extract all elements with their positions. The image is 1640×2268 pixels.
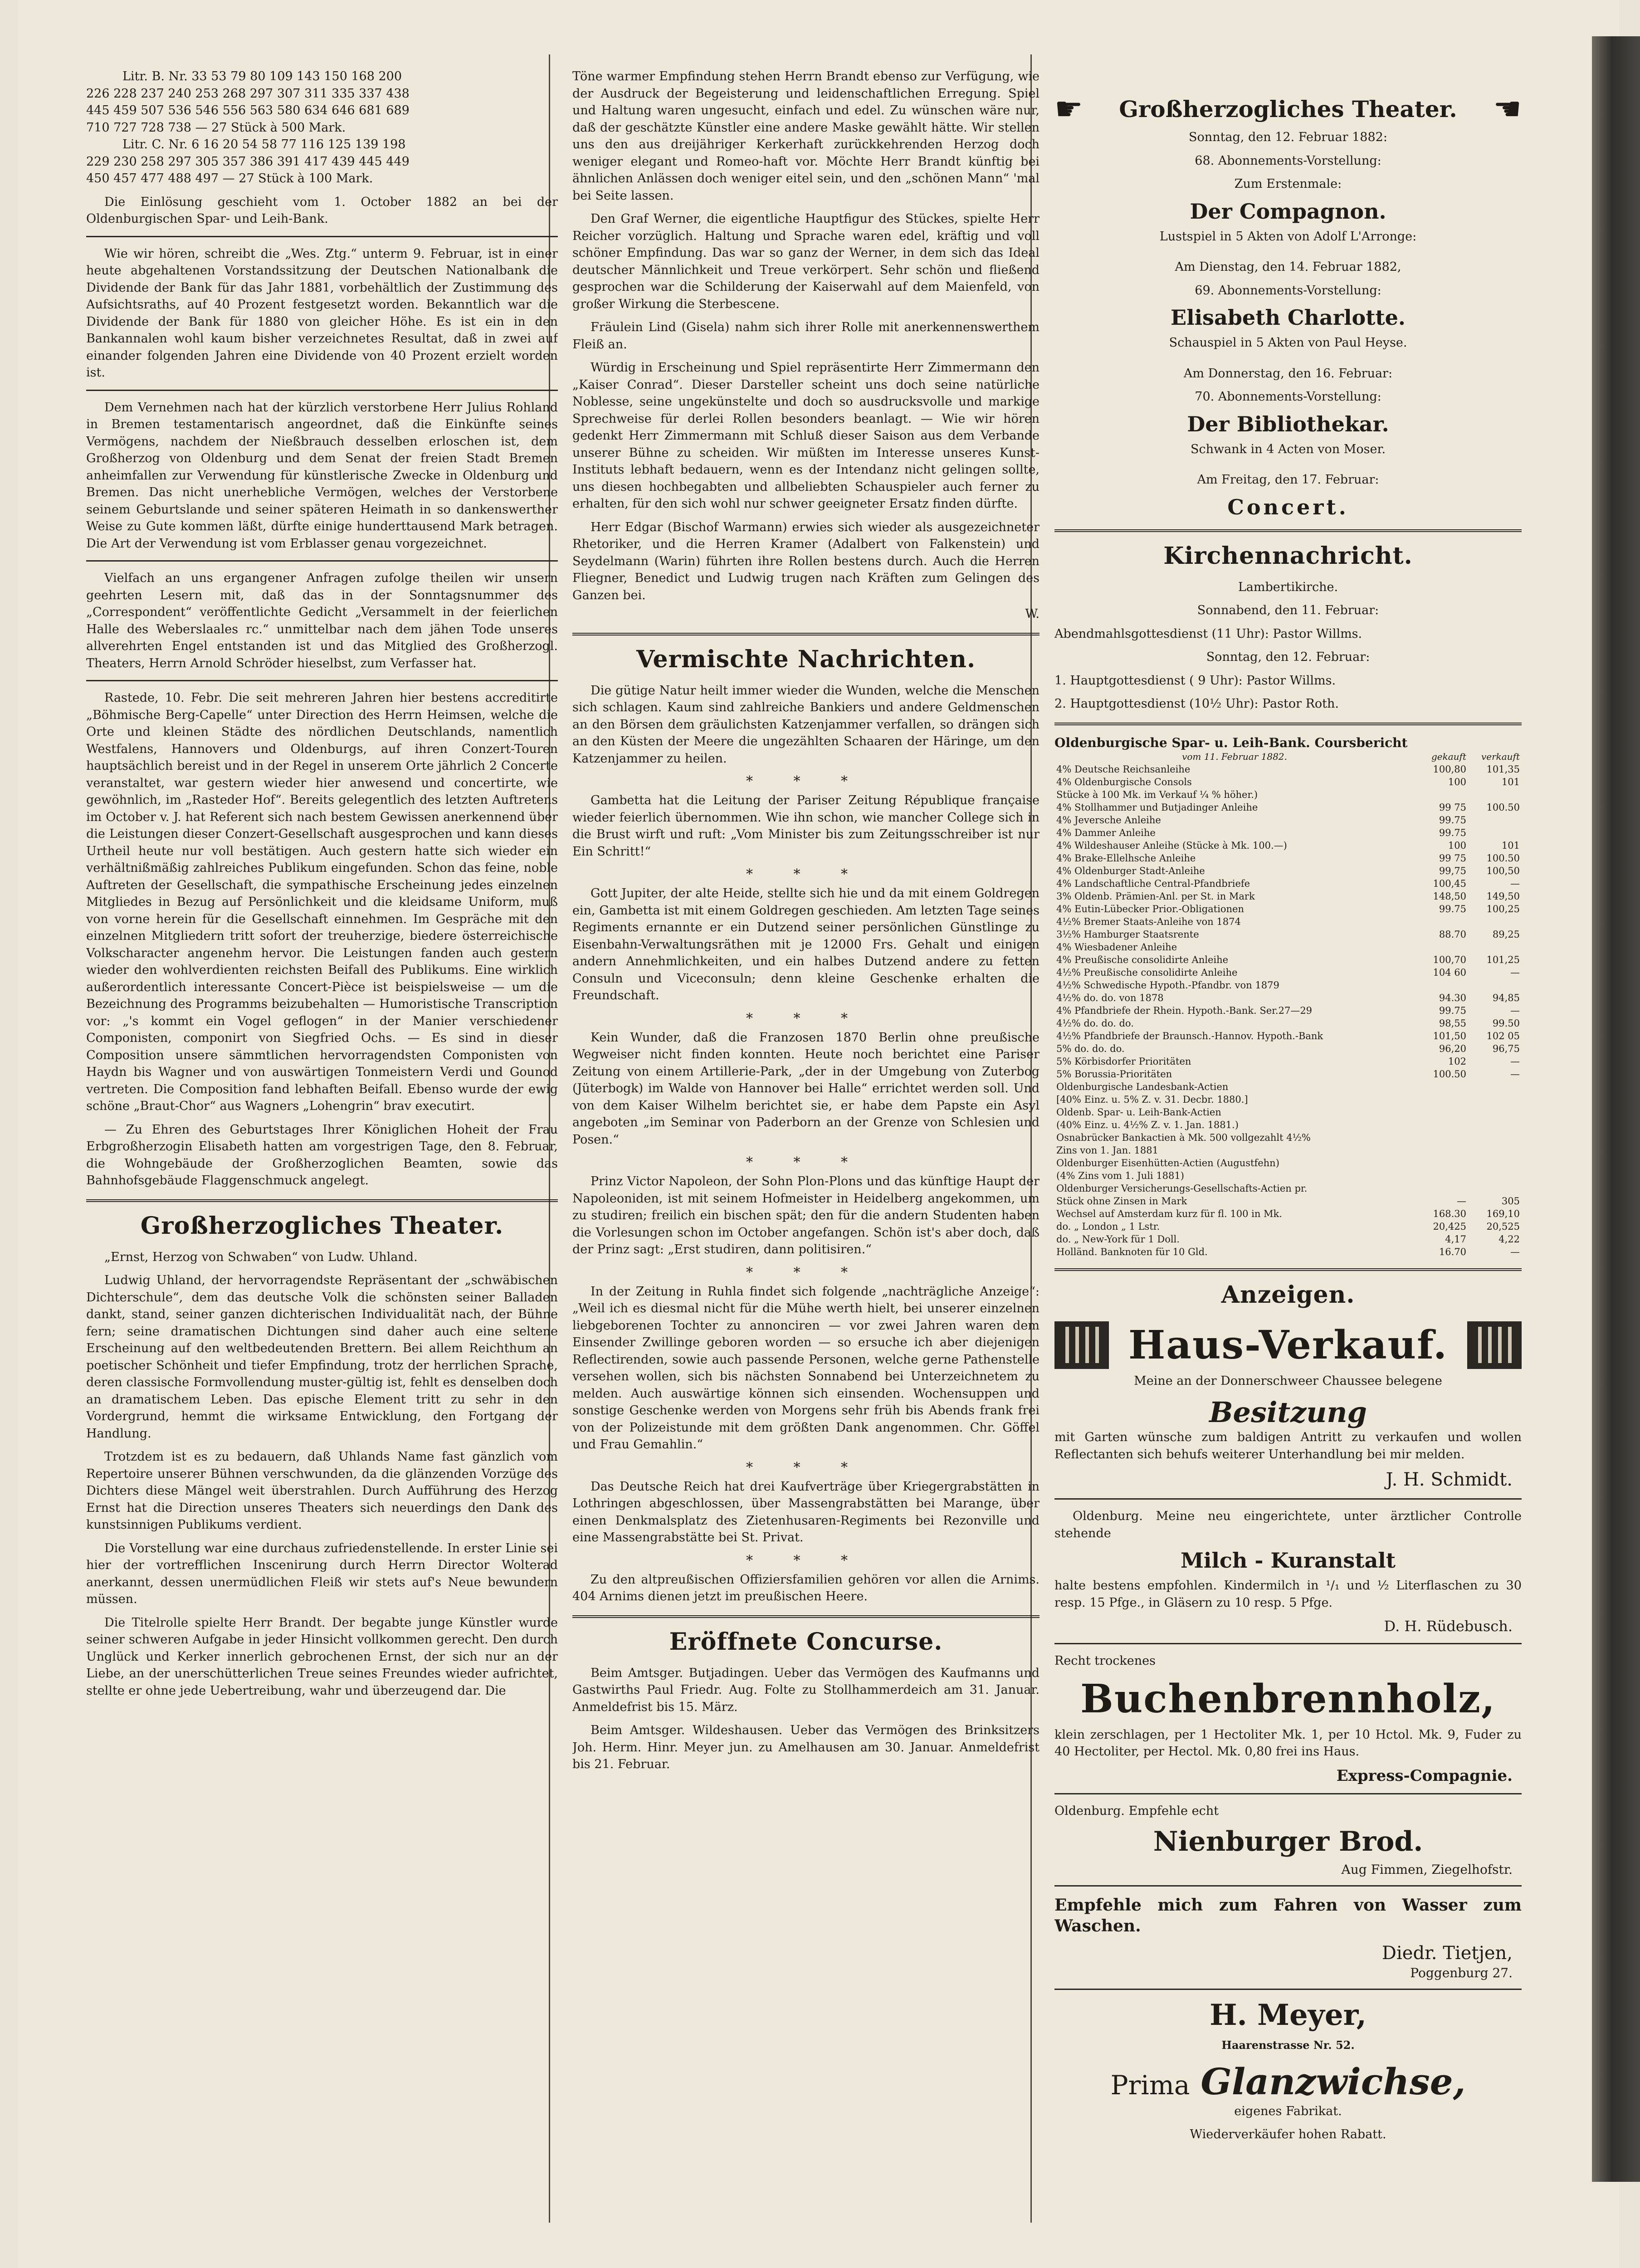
- ad-text: mit Garten wünsche zum baldigen Antritt zu verkaufen und wollen Reflectanten sich behufs weiterer Unterhandlung bei mir melden.: [1054, 1430, 1522, 1461]
- table-row: [1054, 865, 1522, 877]
- table-cell-label: 4% Eutin-Lübecker Prior.-Obligationen: [1056, 903, 1244, 914]
- table-row: [1054, 788, 1522, 801]
- table-row: [1054, 852, 1522, 865]
- table-cell-bought: [1415, 1119, 1468, 1131]
- table-cell-sold: [1468, 979, 1522, 992]
- ad-polish-line: [1054, 2060, 1522, 2103]
- table-row: [1054, 1195, 1522, 1207]
- table-row: [1054, 915, 1522, 928]
- pointing-hand-left-icon: ☚: [1493, 90, 1522, 127]
- ad-house-sale-header: [1054, 1318, 1522, 1373]
- divider: [1054, 1793, 1522, 1794]
- table-cell-bought: 94.30: [1439, 992, 1466, 1003]
- table-cell-sold: 89,25: [1492, 929, 1520, 940]
- misc-news: Zu den altpreußischen Offiziersfamilien gehören vor allen die Arnims. 404 Arnims dienen jetzt im preußischen Heere.: [572, 1572, 1040, 1603]
- table-cell-bought: 88.70: [1439, 929, 1466, 940]
- table-cell-label: 4% Oldenburger Stadt-Anleihe: [1056, 865, 1205, 876]
- table-cell-label: 4½% Bremer Staats-Anleihe von 1874: [1056, 916, 1241, 927]
- table-cell-sold: 169,10: [1486, 1208, 1520, 1219]
- separator-stars: * * *: [746, 1459, 866, 1476]
- table-cell-sold: 100.50: [1486, 852, 1520, 864]
- misc-news: Gott Jupiter, der alte Heide, stellte sich hie und da mit einem Goldregen ein, Gambetta ist mit einem Goldregen geschieden. Am letzten Tage seines Regiments ernannte er ein Dutzend seiner persönlichen Günstlinge zu Eisenbahn-Verwaltungsräthen mit je 12000 Frs. Gehalt und einigen andern Annehmlichkeiten, und ein halbes Dutzend andere zu fetten Consuln und Viceconsuln; denn kleine Geschenke erhalten die Freundschaft.: [572, 886, 1040, 1002]
- lottery-line: 445 459 507 536 546 556 563 580 634 646 681 689: [86, 103, 410, 117]
- table-row: [1054, 1030, 1522, 1042]
- table-cell-bought: 20,425: [1433, 1221, 1466, 1232]
- table-cell-label: 4½% do. do. do.: [1056, 1017, 1134, 1029]
- table-cell-sold: [1468, 1182, 1522, 1195]
- table-row: [1054, 1233, 1522, 1246]
- table-cell-sold: —: [1510, 967, 1520, 978]
- misc-news: In der Zeitung in Ruhla findet sich folgende „nachträgliche Anzeige“: „Weil ich es diesmal nicht für die Mühe werth hielt, bei unserer einzelnen liebgeborenen Tochter zu annonciren — vor zwei Jahren waren dem Einsender Zwillinge geboren worden — so ersuche ich aber diejenigen Reflectirenden, sowie auch passende Personen, welche gerne Pathenstelle versehen wollen, sich bis nächsten Sonnabend bei Unterzeichnetem zu melden. Auch auswärtige können sich einsenden. Wochensuppen und sonstige Geschenke werden von Morgens sehr früh bis Abends frank frei von der Polizeistunde mit dem größten Dank angenommen. Chr. Göffel und Frau Gemahlin.“: [572, 1284, 1040, 1452]
- table-cell-bought: 148,50: [1433, 890, 1466, 902]
- ad-milk-title: Milch - Kuranstalt: [1180, 1548, 1396, 1573]
- table-cell-label: Zins von 1. Jan. 1881: [1056, 1144, 1158, 1156]
- theater-review-heading: Großherzogliches Theater.: [140, 1212, 504, 1240]
- table-cell-sold: 100,25: [1486, 903, 1520, 914]
- table-cell-label: Stück ohne Zinsen in Mark: [1056, 1195, 1187, 1207]
- theater-review-para: Ludwig Uhland, der hervorragendste Repräsentant der „schwäbischen Dichterschule“, dem das deutsche Volk die schönsten seiner Balladen dankt, stand, seiner ganzen dichterischen Individualität nach, der Bühne fern; seine dramatischen Dichtungen sind daher auch eine seltene Erscheinung auf den weltbedeutenden Brettern. Bei allem Reichthum an poetischer Schönheit und tiefer Empfindung, trotz der herrlichen Sprache, deren classische Formvollendung muster-gültig ist, fehlt es denselben doch an dramatischem Leben. Das epische Element tritt zu sehr in den Vordergrund, hemmt die wirksame Entwicklung, den Fortgang der Handlung.: [86, 1273, 558, 1441]
- table-cell-label: 4% Wiesbadener Anleihe: [1056, 941, 1177, 953]
- table-cell-bought: —: [1457, 1195, 1466, 1207]
- table-cell-bought: 100,45: [1433, 878, 1466, 889]
- table-row: [1054, 979, 1522, 992]
- table-cell-bought: 100: [1448, 840, 1466, 851]
- table-cell-label: Holländ. Banknoten für 10 Gld.: [1056, 1246, 1208, 1257]
- table-cell-sold: 101,35: [1486, 763, 1520, 775]
- column-3: [1054, 68, 1522, 2227]
- table-cell-bought: [1415, 1106, 1468, 1119]
- table-row: [1054, 1144, 1522, 1157]
- kirche-heading: Kirchennachricht.: [1163, 542, 1413, 570]
- table-row: [1054, 1182, 1522, 1195]
- article-gedicht: Vielfach an uns ergangener Anfragen zufolge theilen wir unsern geehrten Lesern mit, daß das in der Sonntagsnummer des „Correspondent“ veröffentlichte Gedicht „Versammelt in der feierlichen Halle des Weberslaales rc.“ unmittelbar nach dem jähen Tode unseres allverehrten Engel entstanden ist und das Mitglied des Großherzogl. Theaters, Herrn Arnold Schröder hieselbst, zum Verfasser hat.: [86, 571, 558, 670]
- kirche-line: 1. Hauptgottesdienst ( 9 Uhr): Pastor Willms.: [1054, 673, 1336, 688]
- ad-address: Poggenburg 27.: [1410, 1965, 1513, 1980]
- divider: [1054, 1885, 1522, 1887]
- table-cell-label: 4% Jeversche Anleihe: [1056, 814, 1161, 826]
- table-cell-sold: [1468, 1144, 1522, 1157]
- table-cell-label: Stücke à 100 Mk. im Verkauf ¼ % höher.): [1056, 789, 1258, 800]
- table-cell-label: 4% Dammer Anleihe: [1056, 827, 1156, 838]
- table-row: [1054, 1055, 1522, 1068]
- table-cell-label: 4% Brake-Ellelhsche Anleihe: [1056, 852, 1196, 864]
- table-row: [1054, 877, 1522, 890]
- table-cell-label: 5% do. do. do.: [1056, 1043, 1125, 1054]
- lottery-line: 229 230 258 297 305 357 386 391 417 439 445 449: [86, 154, 410, 169]
- table-cell-sold: [1468, 1157, 1522, 1169]
- article-bank-dividend: Wie wir hören, schreibt die „Wes. Ztg.“ unterm 9. Februar, ist in einer heute abgehaltenen Vorstandssitzung der Deutschen Nationalbank die Dividende der Bank für das Jahr 1881, vorbehältlich der Zustimmung des Aufsichtsraths, auf 40 Prozent festgesetzt worden. Bekanntlich war die Dividende der Bank für 1880 von gleicher Höhe. Es ist ein in den Bankannalen wohl kaum bisher verzeichnetes Resultat, daß in zwei auf einander folgenden Jahren eine Dividende von 40 Prozent erzielt worden ist.: [86, 246, 558, 380]
- table-cell-label: 4% Deutsche Reichsanleihe: [1056, 763, 1191, 775]
- theater-line: Lustspiel in 5 Akten von Adolf L'Arronge:: [1159, 229, 1417, 244]
- lottery-line: Litr. C. Nr. 6 16 20 54 58 77 116 125 139 198: [122, 137, 406, 152]
- table-cell-label: 4% Stollhammer und Butjadinger Anleihe: [1056, 802, 1258, 813]
- table-cell-sold: 149,50: [1486, 890, 1520, 902]
- table-cell-bought: [1415, 1131, 1468, 1144]
- table-cell-label: Oldenburger Versicherungs-Gesellschafts-Actien pr.: [1056, 1183, 1308, 1194]
- table-row: [1054, 1119, 1522, 1131]
- table-cell-sold: [1468, 1106, 1522, 1119]
- divider: [572, 1615, 1040, 1618]
- misc-news: Kein Wunder, daß die Franzosen 1870 Berlin ohne preußische Wegweiser nicht finden konnten. Heute noch berichtet eine Pariser Zeitung von einem Artillerie-Park, „der in der Umgebung von Zuterbog (Jüterbogk) im Walde von Hannover bei Halle“ errichtet werden soll. Und von dem Kaiser Wilhelm berichtet sie, er habe dem Papste ein Asyl angeboten „im Seminar von Paderborn an der Grenze von Schlesien und Posen.“: [572, 1030, 1040, 1147]
- misc-news: Das Deutsche Reich hat drei Kaufverträge über Kriegergrabstätten in Lothringen abgeschlossen, über Massengrabstätten bei Marange, über einen Denkmalsplatz des Zietenhusaren-Regiments bei Rezonville und eine Massengrabstätte bei St. Privat.: [572, 1479, 1040, 1545]
- pointing-hand-right-icon: ☛: [1054, 90, 1083, 127]
- divider: [1054, 1643, 1522, 1644]
- table-row: [1054, 1068, 1522, 1080]
- theater-line: 69. Abonnements-Vorstellung:: [1195, 283, 1381, 298]
- table-cell-bought: [1415, 1080, 1468, 1093]
- column-header-sold: verkauft: [1481, 751, 1520, 762]
- table-row: [1054, 1093, 1522, 1106]
- review-continued: Töne warmer Empfindung stehen Herrn Brandt ebenso zur Verfügung, wie der Ausdruck der Begeisterung und leidenschaftlichen Erregung. Spiel und Haltung waren ungesucht, einfach und edel. Zu wünschen wäre nur, daß der geschätzte Künstler eine andere Maske gewählt hätte. Wir stellen uns den aus dreijähriger Kerkerhaft zurückkehrenden Herzog doch weniger elegant und Romeo-haft vor. Möchte Herr Brandt künftig bei ähnlichen Anlässen doch weniger eitel sein, und den „schönen Mann“ 'mal bei Seite lassen.: [572, 69, 1040, 203]
- table-cell-bought: 99 75: [1439, 852, 1466, 864]
- play-title: Der Bibliothekar.: [1187, 411, 1389, 436]
- table-cell-bought: 99.75: [1439, 814, 1466, 826]
- table-row: [1054, 992, 1522, 1004]
- review-para: Den Graf Werner, die eigentliche Hauptfigur des Stückes, spielte Herr Reicher vorzüglich. Haltung und Sprache waren edel, kräftig und voll schöner Empfindung. Das war so ganz der Werner, in dem sich das Ideal deutscher Männlichkeit und Treue verkörpert. Sehr schön und fließend gesprochen war die Schilderung der Kaiserwahl auf dem Maienfeld, von großer Wirkung die Sterbescene.: [572, 212, 1040, 311]
- divider: [86, 680, 558, 681]
- theater-line: Sonntag, den 12. Februar 1882:: [1189, 130, 1387, 144]
- table-cell-sold: —: [1510, 1056, 1520, 1067]
- table-cell-sold: [1468, 1080, 1522, 1093]
- theater-line: Am Dienstag, den 14. Februar 1882,: [1175, 260, 1401, 274]
- table-cell-bought: 98,55: [1439, 1017, 1466, 1029]
- article-rastede: Rastede, 10. Febr. Die seit mehreren Jahren hier bestens accreditirte „Böhmische Berg-Capelle“ unter Direction des Herrn Heimsen, welche die Orte und kleinen Städte des nördlichen Deutschlands, namentlich Westfalens, Hannovers und Oldenburgs, auf ihren Conzert-Touren hauptsächlich bereist und in der Regel in unserem Orte jährlich 2 Concerte veranstaltet, war gestern wieder hier anwesend und concertirte, wie gewöhnlich, im „Rasteder Hof“. Bereits gelegentlich des letzten Auftretens im October v. J. hat Referent sich nach bestem Gewissen anerkennend über die Leistungen dieser Conzert-Gesellschaft ausgesprochen und kann dieses Urtheil heute nur voll bestätigen. Auch gestern hatte sich wieder ein verhältnißmäßig zahlreiches Publikum eingefunden. Schon das feine, noble Auftreten der Gesellschaft, die sympathische Erscheinung jedes einzelnen Mitgliedes in Bezug auf Persönlichkeit und die kleidsame Uniform, muß von vorne herein für die Gesellschaft einnehmen. Im Gespräche mit den einzelnen Mitgliedern tritt sofort der treuherzige, biedere österreichische Volkscharacter angenehm hervor. Die Leistungen fanden auch gestern wieder den wohlverdienten reichsten Beifall des Publikums. Eine wirklich außerordentlich interessante Concert-Pièce ist beispielsweise — um die Bezeichnung des Programms beizubehalten — Humoristische Transcription vor: „'s kommt ein Vogel geflogen“ in der Manier verschiedener Componisten, componirt von Siegfried Ochs. — Es sind in dieser Composition unsere sämmtlichen hervorragendsten Componisten von Haydn bis Wagner und von auswärtigen Tonmeistern Verdi und Gounod vertreten. Die Composition fand lebhaften Beifall. Ebenso wurde der ewig schöne „Braut-Chor“ aus Wagners „Lohengrin“ brav executirt.: [86, 691, 558, 1113]
- table-cell-label: Oldenburger Eisenhütten-Actien (Augustfehn): [1056, 1157, 1279, 1168]
- table-cell-label: 5% Borussia-Prioritäten: [1056, 1068, 1172, 1080]
- table-cell-sold: [1468, 814, 1522, 826]
- table-cell-sold: 100.50: [1486, 802, 1520, 813]
- separator-stars: * * *: [746, 773, 866, 789]
- bank-report-title: Oldenburgische Spar- u. Leih-Bank. Coursbericht: [1054, 735, 1408, 750]
- table-cell-bought: [1415, 1144, 1468, 1157]
- article-geburtstag: — Zu Ehren des Geburtstages Ihrer Königlichen Hoheit der Frau Erbgroßherzogin Elisabeth hatten am vorgestrigen Tage, den 8. Februar, die Wohngebäude der Großherzoglichen Beamten, sowie das Bahnhofsgebäude Flaggenschmuck angelegt.: [86, 1122, 558, 1188]
- kirche-line: Abendmahlsgottesdienst (11 Uhr): Pastor Willms.: [1054, 626, 1362, 641]
- table-cell-label: 4% Pfandbriefe der Rhein. Hypoth.-Bank. Ser.27—29: [1056, 1005, 1313, 1016]
- review-para: Fräulein Lind (Gisela) nahm sich ihrer Rolle mit anerkennenswerthem Fleiß an.: [572, 320, 1040, 352]
- theater-line: 70. Abonnements-Vorstellung:: [1195, 390, 1381, 404]
- separator-stars: * * *: [746, 1552, 866, 1569]
- table-cell-label: Oldenb. Spar- u. Leih-Bank-Actien: [1056, 1106, 1221, 1118]
- divider: [86, 236, 558, 237]
- table-row: [1054, 966, 1522, 979]
- column-1: [86, 68, 558, 2223]
- table-cell-sold: 4,22: [1498, 1233, 1520, 1245]
- misc-news: Prinz Victor Napoleon, der Sohn Plon-Plons und das künftige Haupt der Napoleoniden, ist mit seinem Hofmeister in Heidelberg angekommen, um zu studiren; freilich ein bischen spät; den für die andern Studenten haben die Vorlesungen schon im October angefangen. Schön ist's aber doch, daß der Prinz sagt: „Erst studiren, dann politisiren.“: [572, 1174, 1040, 1256]
- theater-line: Schauspiel in 5 Akten von Paul Heyse.: [1169, 336, 1407, 350]
- concurs-notice: Beim Amtsger. Wildeshausen. Ueber das Vermögen des Brinksitzers Joh. Herm. Hinr. Meyer jun. zu Amelhausen am 30. Januar. Anmeldefrist bis 21. Februar.: [572, 1723, 1040, 1771]
- table-cell-label: 4½% do. do. von 1878: [1056, 992, 1164, 1003]
- table-cell-bought: [1415, 979, 1468, 992]
- table-cell-sold: —: [1510, 1246, 1520, 1257]
- table-cell-label: 4% Preußische consolidirte Anleihe: [1056, 954, 1229, 965]
- table-cell-sold: [1468, 1131, 1522, 1144]
- ad-text: Recht trockenes: [1054, 1654, 1156, 1668]
- table-cell-sold: [1468, 826, 1522, 839]
- table-row: [1054, 1042, 1522, 1055]
- ad-meyer-title: H. Meyer,: [1210, 1998, 1367, 2032]
- theater-line: Am Donnerstag, den 16. Februar:: [1183, 366, 1393, 381]
- kirche-line: 2. Hauptgottesdienst (10½ Uhr): Pastor Roth.: [1054, 697, 1339, 711]
- table-cell-sold: 96,75: [1492, 1043, 1520, 1054]
- ad-text: eigenes Fabrikat.: [1234, 2104, 1342, 2118]
- ad-text: klein zerschlagen, per 1 Hectoliter Mk. 1, per 10 Hctol. Mk. 9, Fuder zu 40 Hectoliter, per Hectol. Mk. 0,80 frei ins Haus.: [1054, 1727, 1522, 1759]
- play-title: Concert.: [1227, 494, 1349, 519]
- table-cell-sold: 100,50: [1486, 865, 1520, 876]
- separator-stars: * * *: [746, 1010, 866, 1026]
- lottery-note: Die Einlösung geschieht vom 1. October 1882 an bei der Oldenburgischen Spar- und Leih-Bank.: [86, 195, 558, 226]
- ad-prima: Prima: [1110, 2069, 1190, 2101]
- table-cell-sold: 94,85: [1492, 992, 1520, 1003]
- concurse-heading: Eröffnete Concurse.: [669, 1628, 943, 1656]
- table-cell-label: Wechsel auf Amsterdam kurz für fl. 100 in Mk.: [1056, 1208, 1282, 1219]
- table-cell-label: 4½% Schwedische Hypoth.-Pfandbr. von 1879: [1056, 979, 1279, 991]
- table-cell-sold: [1468, 915, 1522, 928]
- theater-review-para: Die Titelrolle spielte Herr Brandt. Der begabte junge Künstler wurde seiner schweren Aufgabe in jeder Hinsicht vollkommen gerecht. Den durch Unglück und Kerker innerlich gebrochenen Ernst, der sich nur an der Liebe, an der unerschütterlichen Treue seines Freundes wieder aufrichtet, stellte er ohne jede Uebertreibung, wahr und überzeugend dar. Die: [86, 1615, 558, 1698]
- theater-review-para: Trotzdem ist es zu bedauern, daß Uhlands Name fast gänzlich vom Repertoire unserer Bühnen verschwunden, da die glänzenden Vorzüge des Dichters diese Mängel weit überstrahlen. Durch Aufführung des Herzog Ernst hat die Direction unseres Theaters sich neuerdings den Dank des kunstsinnigen Publikums verdient.: [86, 1450, 558, 1532]
- lottery-line: 226 228 237 240 253 268 297 307 311 335 337 438: [86, 86, 410, 101]
- table-row: [1054, 1131, 1522, 1144]
- table-cell-bought: 99.75: [1439, 1005, 1466, 1016]
- divider: [572, 633, 1040, 635]
- table-cell-sold: 101: [1501, 776, 1520, 787]
- house-icon: [1467, 1321, 1522, 1369]
- house-icon: [1054, 1321, 1109, 1369]
- table-cell-label: 4% Landschaftliche Central-Pfandbriefe: [1056, 878, 1250, 889]
- table-cell-bought: 16.70: [1439, 1246, 1466, 1257]
- table-cell-label: do. „ New-York für 1 Doll.: [1056, 1233, 1180, 1245]
- table-row: [1054, 1246, 1522, 1258]
- ad-bread-title: Nienburger Brod.: [1153, 1826, 1423, 1857]
- ad-signature: D. H. Rüdebusch.: [1384, 1618, 1513, 1635]
- table-row: [1054, 826, 1522, 839]
- vermischte-heading: Vermischte Nachrichten.: [636, 645, 976, 673]
- table-cell-sold: —: [1510, 1005, 1520, 1016]
- table-cell-bought: [1415, 1093, 1468, 1106]
- ad-text: halte bestens empfohlen. Kindermilch in ¹/₁ und ½ Literflaschen zu 30 resp. 15 Pfge., in Gläsern zu 10 resp. 5 Pfge.: [1054, 1579, 1522, 1610]
- column-header-bought: gekauft: [1431, 751, 1466, 762]
- table-cell-label: (4% Zins vom 1. Juli 1881): [1056, 1170, 1184, 1181]
- divider: [86, 560, 558, 562]
- review-para: Würdig in Erscheinung und Spiel repräsentirte Herr Zimmermann den „Kaiser Conrad“. Dieser Darsteller scheint uns doch seine natürliche Noblesse, seine ungekünstelte und doch so ausdrucksvolle und markige Sprechweise für derlei Rollen besonders beanlagt. — Wie wir hören gedenkt Herr Zimmermann mit Schluß dieser Saison aus dem Verbande unserer Bühne zu scheiden. Wir müßten im Interesse unseres Kunst-Instituts lebhaft bedauern, wenn es der Intendanz nicht gelingen sollte, uns diesen hochbegabten und allbeliebten Schauspieler auch ferner zu erhalten, für den sich wohl nur schwer geeigneter Ersatz finden dürfte.: [572, 361, 1040, 511]
- table-cell-bought: [1415, 1169, 1468, 1182]
- ad-water-text: Empfehle mich zum Fahren von Wasser zum Waschen.: [1054, 1896, 1522, 1936]
- concurs-notice: Beim Amtsger. Butjadingen. Ueber das Vermögen des Kaufmanns und Gastwirths Paul Friedr. Aug. Folte zu Stollhammerdeich am 31. Januar. Anmeldefrist bis 15. März.: [572, 1666, 1040, 1714]
- table-row: [1054, 1157, 1522, 1169]
- table-row: [1054, 928, 1522, 941]
- divider: [1054, 723, 1522, 725]
- table-cell-bought: 104 60: [1433, 967, 1466, 978]
- table-row: [1054, 903, 1522, 915]
- table-cell-bought: [1415, 788, 1468, 801]
- table-cell-bought: 102: [1448, 1056, 1466, 1067]
- anzeigen-heading: Anzeigen.: [1221, 1281, 1355, 1309]
- table-cell-sold: —: [1510, 1068, 1520, 1080]
- article-rohland: Dem Vernehmen nach hat der kürzlich verstorbene Herr Julius Rohland in Bremen testamentarisch angeordnet, daß die Einkünfte seines Vermögens, nachdem der Nießbrauch desselben erloschen ist, dem Großherzog von Oldenburg und dem Senat der freien Stadt Bremen anheimfallen zur Verwendung für künstlerische Zwecke in Oldenburg und Bremen. Das nicht unerhebliche Vermögen, welches der Verstorbene seinem Geburtslande und seiner späteren Heimath in so dankenswerther Weise zu Gute kommen läßt, dürfte einige hunderttausend Mark betragen. Die Art der Verwendung ist vom Erblasser genau vorgezeichnet.: [86, 400, 558, 551]
- table-cell-sold: —: [1510, 878, 1520, 889]
- table-cell-sold: 101: [1501, 840, 1520, 851]
- theater-ad-title: Großherzogliches Theater.: [1119, 95, 1457, 122]
- table-cell-sold: 20,525: [1486, 1221, 1520, 1232]
- table-row: [1054, 801, 1522, 814]
- lottery-line: 710 727 728 738 — 27 Stück à 500 Mark.: [86, 120, 346, 135]
- column-2: [572, 68, 1040, 2227]
- separator-stars: * * *: [746, 866, 866, 882]
- ad-signature: Diedr. Tietjen,: [1381, 1943, 1513, 1964]
- ad-polish-title: Glanzwichse,: [1201, 2060, 1466, 2103]
- table-row: [1054, 1169, 1522, 1182]
- bank-report-table: [1054, 750, 1522, 1258]
- table-cell-label: 4½% Preußische consolidirte Anleihe: [1056, 967, 1238, 978]
- table-cell-label: Osnabrücker Bankactien à Mk. 500 vollgezahlt 4½%: [1056, 1132, 1311, 1143]
- table-cell-sold: [1468, 788, 1522, 801]
- theater-line: Zum Erstenmale:: [1234, 177, 1342, 191]
- divider: [1054, 1989, 1522, 1990]
- lottery-line: 450 457 477 488 497 — 27 Stück à 100 Mark.: [86, 171, 373, 186]
- table-cell-bought: 99.75: [1439, 903, 1466, 914]
- table-cell-bought: 168.30: [1433, 1208, 1466, 1219]
- table-cell-bought: 99 75: [1439, 802, 1466, 813]
- kirche-line: Sonnabend, den 11. Februar:: [1197, 603, 1379, 617]
- ad-signature: J. H. Schmidt.: [1386, 1469, 1513, 1490]
- table-cell-label: 4% Oldenburgische Consols: [1056, 776, 1192, 787]
- lottery-line: Litr. B. Nr. 33 53 79 80 109 143 150 168 200: [122, 69, 402, 83]
- divider: [1054, 1498, 1522, 1500]
- table-header: [1054, 750, 1522, 763]
- ad-signature: Aug Fimmen, Ziegelhofstr.: [1341, 1862, 1513, 1877]
- kirche-line: Sonntag, den 12. Februar:: [1206, 650, 1370, 664]
- play-title: Der Compagnon.: [1190, 199, 1386, 224]
- table-row: [1054, 839, 1522, 852]
- review-signature: W.: [1025, 607, 1040, 621]
- divider: [1054, 529, 1522, 532]
- ad-firewood-title: Buchenbrennholz,: [1080, 1676, 1496, 1722]
- table-row: [1054, 1080, 1522, 1093]
- review-para: Herr Edgar (Bischof Warmann) erwies sich wieder als ausgezeichneter Rhetoriker, und die Herren Kramer (Adalbert von Falkenstein) und Seydelmann (Warin) führten ihre Rollen bestens durch. Auch die Herren Fliegner, Benedict und Ludwig trugen nach Kräften zum Gelingen des Ganzen bei.: [572, 520, 1040, 602]
- table-cell-sold: 102 05: [1486, 1030, 1520, 1041]
- table-cell-bought: 101,50: [1433, 1030, 1466, 1041]
- divider: [86, 1199, 558, 1202]
- table-cell-sold: [1468, 1119, 1522, 1131]
- table-cell-label: do. „ London „ 1 Lstr.: [1056, 1221, 1160, 1232]
- bank-report-date: vom 11. Februar 1882.: [1182, 751, 1287, 762]
- table-cell-bought: 99.75: [1439, 827, 1466, 838]
- table-cell-label: 4% Wildeshauser Anleihe (Stücke à Mk. 100.—): [1056, 840, 1287, 851]
- divider: [86, 390, 558, 391]
- table-cell-label: 3½% Hamburger Staatsrente: [1056, 929, 1199, 940]
- table-cell-bought: [1415, 941, 1468, 953]
- table-row: [1054, 1106, 1522, 1119]
- table-cell-bought: 4,17: [1445, 1233, 1466, 1245]
- binding-edge: [1592, 36, 1640, 2182]
- theater-review-para: Die Vorstellung war eine durchaus zufriedenstellende. In erster Linie sei hier der vortrefflichen Inscenirung durch Herrn Director Wolterad anerkannt, dessen unermüdlichen Fleiß wir stets auf's Neue bewundern müssen.: [86, 1541, 558, 1606]
- table-cell-bought: 100: [1448, 776, 1466, 787]
- misc-news: Gambetta hat die Leitung der Pariser Zeitung République française wieder feierlich übernommen. Wie ihn schon, wie mancher College sich in die Brust wirft und ruft: „Vom Minister bis zum Zeitungsschreiber ist nur Ein Schritt!“: [572, 793, 1040, 859]
- table-cell-sold: [1468, 1169, 1522, 1182]
- theater-ad-header: [1054, 90, 1522, 127]
- theater-line: Am Freitag, den 17. Februar:: [1197, 473, 1379, 487]
- table-row: [1054, 941, 1522, 953]
- table-cell-bought: [1415, 1182, 1468, 1195]
- table-cell-bought: [1415, 915, 1468, 928]
- table-cell-sold: 101,25: [1486, 954, 1520, 965]
- ad-property-word: Besitzung: [1209, 1396, 1367, 1429]
- table-cell-sold: [1468, 1093, 1522, 1106]
- ad-address: Haarenstrasse Nr. 52.: [1221, 2038, 1355, 2052]
- table-row: [1054, 763, 1522, 776]
- ad-text: Oldenburg. Empfehle echt: [1054, 1804, 1219, 1818]
- theater-line: 68. Abonnements-Vorstellung:: [1195, 153, 1381, 168]
- table-row: [1054, 776, 1522, 788]
- table-cell-bought: 100,80: [1433, 763, 1466, 775]
- divider: [1054, 1268, 1522, 1271]
- table-cell-bought: 96,20: [1439, 1043, 1466, 1054]
- newspaper-page: [18, 0, 1619, 2268]
- table-cell-sold: 99.50: [1492, 1017, 1520, 1029]
- separator-stars: * * *: [746, 1264, 866, 1281]
- table-row: [1054, 890, 1522, 903]
- theater-review-subtitle: „Ernst, Herzog von Schwaben“ von Ludw. Uhland.: [104, 1250, 418, 1264]
- ad-text: Wiederverkäufer hohen Rabatt.: [1190, 2127, 1386, 2141]
- table-cell-label: 3% Oldenb. Prämien-Anl. per St. in Mark: [1056, 890, 1255, 902]
- table-cell-bought: 100.50: [1433, 1068, 1466, 1080]
- misc-news: Die gütige Natur heilt immer wieder die Wunden, welche die Menschen sich schlagen. Kaum sind zahlreiche Bankiers und andere Geldmenschen an den Börsen dem gräulichsten Katzenjammer verfallen, so drängen sich an den Küsten der Meere die ungezählten Schaaren der Häringe, um den Katzenjammer zu heilen.: [572, 683, 1040, 766]
- table-row: [1054, 1207, 1522, 1220]
- ad-house-sale-title: Haus-Verkauf.: [1128, 1322, 1448, 1368]
- table-cell-sold: 305: [1501, 1195, 1520, 1207]
- table-row: [1054, 1017, 1522, 1030]
- table-cell-bought: 99,75: [1439, 865, 1466, 876]
- table-row: [1054, 1220, 1522, 1233]
- kirche-line: Lambertikirche.: [1238, 580, 1338, 594]
- ad-text: Oldenburg. Meine neu eingerichtete, unter ärztlicher Controlle stehende: [1054, 1509, 1522, 1540]
- table-row: [1054, 1004, 1522, 1017]
- separator-stars: * * *: [746, 1154, 866, 1170]
- theater-line: Schwank in 4 Acten von Moser.: [1190, 442, 1386, 456]
- table-row: [1054, 814, 1522, 826]
- table-cell-label: [40% Einz. u. 5% Z. v. 31. Decbr. 1880.]: [1056, 1094, 1248, 1105]
- play-title: Elisabeth Charlotte.: [1171, 305, 1406, 330]
- ad-signature: Express-Compagnie.: [1336, 1766, 1513, 1785]
- table-cell-bought: [1415, 1157, 1468, 1169]
- table-cell-label: Oldenburgische Landesbank-Actien: [1056, 1081, 1229, 1092]
- table-cell-label: 4½% Pfandbriefe der Braunsch.-Hannov. Hypoth.-Bank: [1056, 1030, 1323, 1041]
- table-cell-label: (40% Einz. u. 4½% Z. v. 1. Jan. 1881.): [1056, 1119, 1239, 1130]
- table-row: [1054, 953, 1522, 966]
- ad-text: Meine an der Donnerschweer Chaussee belegene: [1134, 1374, 1442, 1388]
- table-cell-sold: [1468, 941, 1522, 953]
- table-cell-label: 5% Körbisdorfer Prioritäten: [1056, 1056, 1191, 1067]
- table-cell-bought: 100,70: [1433, 954, 1466, 965]
